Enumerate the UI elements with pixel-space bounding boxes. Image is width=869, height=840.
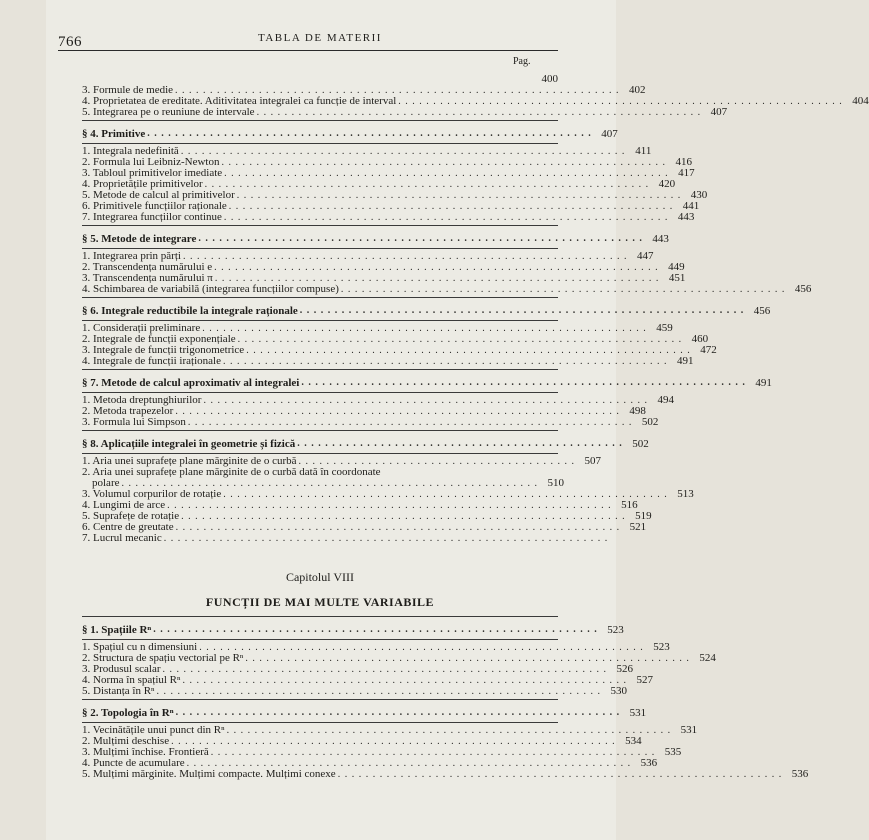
toc-page: 531 (629, 707, 647, 719)
leader-dots: . . . . . . . . . . . . . . . . . . . . . . . . . . . . . . . . . . . . . . . . . . . . . . . . . . . . . . . . . . . . . . . . (245, 653, 690, 664)
toc-page: 491 (676, 355, 694, 367)
page-number: 766 (58, 34, 82, 50)
toc-page: 459 (656, 322, 673, 334)
toc-page: 524 (699, 652, 716, 664)
toc-entry-label: 3. Produsul scalar (82, 663, 161, 675)
toc-section-label: § 4. Primitive (82, 128, 146, 140)
leader-dots: . . . . . . . . . . . . . . . . . . . . . . . . . . . . . . . . . . . . . . . . . . . . . . . . . . . . . . . . . . . . . . . . (299, 305, 745, 316)
chapter-vii-sections (82, 120, 812, 428)
toc-entry-label: 7. Lucrul mecanic (82, 532, 162, 544)
toc-entry[interactable] (82, 106, 728, 118)
toc-entry[interactable] (82, 532, 609, 544)
toc-page: 491 (755, 377, 772, 389)
leader-dots: . . . . . . . . . . . . . . . . . . . . . . . . . . . . . . . . . . . . . . . . . . . . . . . . . . . . . . . . . . . . . . . . (175, 406, 620, 417)
toc-entry-label: 7. Integrarea funcțiilor continue (82, 211, 222, 223)
toc-page: 526 (616, 663, 634, 675)
toc-entry-label: 1. Spațiul cu n dimensiuni (82, 641, 198, 653)
leader-dots: . . . . . . . . . . . . . . . . . . . . . . . . . . . . . . . . . . . . . . . . . . . . . . . . . . . . . . . . . . . . . . . . (175, 522, 621, 533)
toc-page: 407 (601, 128, 618, 140)
toc-entry[interactable] (82, 685, 628, 697)
toc-entry-label: 5. Metode de calcul al primitivelor (82, 189, 235, 201)
section-divider (82, 699, 558, 700)
toc-entry-label: 5. Distanța în Rⁿ (82, 685, 155, 697)
leader-dots: . . . . . . . . . . . . . . . . . . . . . . . . . . . . . . . . . . . . . . . . . . . . . . . . . . . . . . . . . . . . . . . . (246, 345, 691, 356)
section-8-entries (82, 488, 694, 544)
toc-entry[interactable] (82, 416, 659, 428)
leader-dots: . . . . . . . . . . . . . . . . . . . . . . . . . . . . . . . . . . . . . . . . . . . . . . . . . . . . . . . . . . . . . . . . (182, 675, 627, 686)
toc-page: 534 (625, 735, 642, 747)
section-divider (82, 120, 558, 121)
toc-entry[interactable] (82, 211, 695, 223)
toc-page: 536 (791, 768, 809, 780)
toc-page: 400 (541, 73, 558, 85)
leader-dots: . . . . . . . . . . . . . . . . . . . . . . . . . . . . . . . . . . . . . . . . . . . . . . . . . . . . . . . . . . . . . . . . (203, 395, 648, 406)
toc-entry-label: 1. Integrarea prin părți (82, 250, 181, 262)
toc-page: 507 (584, 455, 602, 467)
toc-entry-label: 4. Integrale de funcții iraționale (82, 355, 221, 367)
section-divider (82, 248, 558, 249)
toc-page: 402 (629, 84, 646, 96)
leader-dots: . . . . . . . . . . . . . . . . . . . . . . . . . . . . . . . . . . . . . . . . . . . . . . . (297, 438, 623, 449)
toc-page: 472 (700, 344, 717, 356)
toc-page: 416 (675, 156, 692, 168)
leader-dots: . . . . . . . . . . . . . . . . . . . . . . . . . . . . . . . . . . . . . . . . . . . . . . . . . . . . . . . . . . . . . . . . (153, 624, 598, 635)
leader-dots: . . . . . . . . . . . . . . . . . . . . . . . . . . . . . . . . . . . . . . . . . . . . . . . . . . . . . . . . . . . . . . . . (301, 377, 746, 388)
leader-dots: . . . . . . . . . . . . . . . . . . . . . . . . . . . . . . . . . . . . . . . . . . . . . . . . . . . . . . . . . . . . . . . . (175, 85, 620, 96)
toc-entry-label: 3. Formule de medie (82, 84, 174, 96)
leader-dots: . . . . . . . . . . . . . . . . . . . . . . . . . . . . . . . . . . . . . . . . . . . . . . . . . . . . . . . . . . . . . . . . (181, 511, 626, 522)
toc-entry-label: 2. Integrale de funcții exponențiale (82, 333, 236, 345)
toc-section[interactable] (82, 228, 669, 246)
toc-page: 519 (635, 510, 652, 522)
table-of-contents (82, 73, 869, 780)
toc-section[interactable] (82, 619, 624, 637)
toc-page: 531 (680, 724, 698, 736)
toc-entry-label: 1. Aria unei suprafețe plane mărginite de o curbă (82, 455, 297, 467)
toc-page: 516 (621, 499, 638, 511)
toc-entry-label: 3. Transcendența numărului π (82, 272, 213, 284)
section-divider (82, 392, 558, 393)
leader-dots: . . . . . . . . . . . . . . . . . . . . . . . . . . . . . . . . . . . . . . . . . . . . . . . . . . . . . . . . . . . . . . . . (337, 769, 783, 780)
toc-entry-label: 5. Integrarea pe o reuniune de intervale (82, 106, 255, 118)
toc-entry-label: 1. Metoda dreptunghiurilor (82, 394, 202, 406)
toc-page: 441 (682, 200, 700, 212)
toc-page: 456 (753, 305, 771, 317)
toc-section-label: § 2. Topologia în Rⁿ (82, 707, 174, 719)
toc-entry-label: 1. Considerații preliminare (82, 322, 201, 334)
toc-entry-label: 4. Lungimi de arce (82, 499, 166, 511)
section-divider (82, 297, 558, 298)
toc-page: 449 (668, 261, 685, 273)
toc-page: 404 (852, 95, 869, 107)
toc-section-label: § 1. Spațiile Rⁿ (82, 624, 152, 636)
toc-entry-label: 4. Proprietățile primitivelor (82, 178, 203, 190)
chapter-title: FUNCȚII DE MAI MULTE VARIABILE (205, 595, 435, 609)
toc-section-label: § 5. Metode de integrare (82, 233, 197, 245)
toc-page: 411 (635, 145, 652, 157)
toc-entry[interactable] (82, 355, 694, 367)
toc-entry-label: 4. Proprietatea de ereditate. Aditivitatea integralei ca funcție de interval (82, 95, 397, 107)
toc-entry-label: 3. Volumul corpurilor de rotație (82, 488, 222, 500)
section-divider (82, 369, 558, 370)
toc-page: 407 (710, 106, 728, 118)
section-divider (82, 143, 558, 144)
leader-dots: . . . . . . . . . . . . . . . . . . . . . . . . . . . . . . . . . . . . . . . . . . . . . . . . . . . . . . . . . . . . (121, 478, 538, 489)
toc-page: 536 (640, 757, 658, 769)
toc-page: 502 (641, 416, 659, 428)
toc-entry-label: 6. Primitivele funcțiilor raționale (82, 200, 227, 212)
page-header (58, 30, 558, 51)
section-divider (82, 225, 558, 226)
toc-section-title: § 8. Aplicațiile integralei în geometrie și fizică (82, 438, 296, 450)
toc-page: 456 (794, 283, 812, 295)
toc-page: 523 (653, 641, 670, 653)
leader-dots: . . . . . . . . . . . . . . . . . . . . . . . . . . . . . . . . . . . . . . . . . . . . . . . . . . . . . . . . . . . . . . . . (167, 500, 612, 511)
toc-page: 417 (678, 167, 695, 179)
leader-dots: . . . . . . . . . . . . . . . . . . . . . . . . . . . . . . . . . . . . . . . . . . . . . . . . . . . . . . . . . . . . . . . . (236, 190, 682, 201)
leader-dots: . . . . . . . . . . . . . . . . . . . . . . . . . . . . . . . . . . . . . . . . . . . . . . . . . . . . . . . . . . . . . . . . (237, 334, 683, 345)
leader-dots: . . . . . . . . . . . . . . . . . . . . . . . . . . . . . . . . . . . . . . . . . . . . . . . . . . . . . . . . . . . . . . . . (198, 233, 643, 244)
leader-dots: . . . . . . . . . . . . . . . . . . . . . . . . . . . . . . . . . . . . . . . . . . . . . . . . . . . . . . . . . . . . . . . . (223, 489, 668, 500)
section-divider (82, 722, 558, 723)
leader-dots: . . . . . . . . . . . . . . . . . . . . . . . . . . . . . . . . . . . . . . . . . . . . . . . . . . . . . . . . . . . . . . . . (199, 642, 644, 653)
toc-entry-label: 2. Transcendența numărului e (82, 261, 213, 273)
toc-entry-label: 6. Centre de greutate (82, 521, 174, 533)
toc-section[interactable] (82, 433, 649, 451)
section-divider (82, 639, 558, 640)
toc-page: 494 (657, 394, 674, 406)
leader-dots: . . . . . . . . . . . . . . . . . . . . . . . . . . . . . . . . . . . . . . . . . . . . . . . . . . . . . . . . . . . . . . . . (398, 96, 843, 107)
running-title: TABLA DE MATERII (258, 32, 382, 44)
leader-dots: . . . . . . . . . . . . . . . . . . . . . . . . . . . . . . . . . . . . . . . . . . . . . . . . . . . . . . . . . . . . . . . . (226, 725, 672, 736)
leader-dots: . . . . . . . . . . . . . . . . . . . . . . . . . . . . . . . . . . . . . . . . . . . . . . . . . . . . . . . . . . . . . . . . (214, 273, 660, 284)
toc-entry[interactable] (82, 768, 809, 780)
toc-page: 502 (632, 438, 649, 450)
toc-entry-label: 2. Metoda trapezelor (82, 405, 174, 417)
toc-page: 447 (636, 250, 654, 262)
toc-entry-label: 4. Schimbarea de variabilă (integrarea funcțiilor compuse) (82, 283, 339, 295)
leader-dots: . . . . . . . . . . . . . . . . . . . . . . . . . . . . . . . . . . . . . . . . . . . . . . . . . . . . . . . . . . . . . . . . (175, 707, 621, 718)
toc-page: 510 (547, 477, 564, 489)
leader-dots: . . . . . . . . . . . . . . . . . . . . . . . . . . . . . . . . . . . . . . . . . . . . . . . . . . . . . . . . . . . . . . . . (210, 747, 656, 758)
toc-entry-label: 4. Puncte de acumulare (82, 757, 185, 769)
toc-entry[interactable] (82, 467, 558, 478)
section-divider (82, 453, 558, 454)
chapter-viii-sections (82, 616, 809, 780)
toc-entry-label: 3. Integrale de funcții trigonometrice (82, 344, 245, 356)
toc-entry-label: 5. Suprafețe de rotație (82, 510, 180, 522)
leader-dots: . . . . . . . . . . . . . . . . . . . . . . . . . . . . . . . . . . . . . . . . . . . . . . . . . . . . . . . . . . . . . . . . (340, 284, 786, 295)
leader-dots: . . . . . . . . . . . . . . . . . . . . . . . . . . . . . . . . . . . . . . . . . . . . . . . . . . . . . . . . . . . . . . . . (186, 758, 632, 769)
toc-entry-label: 5. Mulțimi mărginite. Mulțimi compacte. Mulțimi conexe (82, 768, 336, 780)
toc-page: 535 (664, 746, 682, 758)
toc-page: 527 (636, 674, 653, 686)
leader-dots: . . . . . . . . . . . . . . . . . . . . . . . . . . . . . . . . . . . . . . . . (298, 456, 576, 467)
toc-page: 430 (690, 189, 708, 201)
section-divider (82, 430, 558, 431)
toc-page: 498 (629, 405, 646, 417)
toc-entry[interactable] (82, 283, 812, 295)
leader-dots: . . . . . . . . . . . . . . . . . . . . . . . . . . . . . . . . . . . . . . . . . . . . . . . . . . . . . . . . . . . . . . . . (222, 356, 668, 367)
toc-section-label: § 7. Metode de calcul aproximativ al integralei (82, 377, 300, 389)
section-divider (82, 320, 558, 321)
toc-page: 443 (677, 211, 695, 223)
leader-dots: . . . . . . . . . . . . . . . . . . . . . . . . . . . . . . . . . . . . . . . . . . . . . . . . . . . . . . . . . . . . . . . . (163, 533, 609, 544)
leader-dots: . . . . . . . . . . . . . . . . . . . . . . . . . . . . . . . . . . . . . . . . . . . . . . . . . . . . . . . . . . . . . . . . (204, 179, 650, 190)
toc-entry-label: 2. Aria unei suprafețe plane mărginite de o curbă dată în coordonate (82, 466, 381, 478)
leader-dots: . . . . . . . . . . . . . . . . . . . . . . . . . . . . . . . . . . . . . . . . . . . . . . . . . . . . . . . . . . . . . . . . (202, 323, 647, 334)
pag-column-label: Pag. (513, 56, 531, 67)
leader-dots: . . . . . . . . . . . . . . . . . . . . . . . . . . . . . . . . . . . . . . . . . . . . . . . . . . . . . . . . . . . . . . . . (256, 107, 702, 118)
section-divider (82, 616, 558, 617)
toc-entry-label: 3. Tabloul primitivelor imediate (82, 167, 223, 179)
toc-entry-label: 2. Mulțimi deschise (82, 735, 170, 747)
leader-dots: . . . . . . . . . . . . . . . . . . . . . . . . . . . . . . . . . . . . . . . . . . . . . . . . . . . . . . . . . . . . . . . . (156, 686, 602, 697)
leader-dots: . . . . . . . . . . . . . . . . . . . . . . . . . . . . . . . . . . . . . . . . . . . . . . . . . . . . . . . . . . . . . . . . (224, 168, 669, 179)
toc-entry-label: 4. Norma în spațiul Rⁿ (82, 674, 181, 686)
toc-entry-label: 3. Mulțimi închise. Frontieră (82, 746, 209, 758)
chapter-label: Capitolul VIII (285, 570, 355, 584)
toc-section-label: § 6. Integrale reductibile la integrale raționale (82, 305, 298, 317)
toc-section[interactable] (82, 702, 647, 720)
leader-dots: . . . . . . . . . . . . . . . . . . . . . . . . . . . . . . . . . . . . . . . . . . . . . . . . . . . . . . . . . . . . . . . . (162, 664, 608, 675)
toc-page: 513 (677, 488, 694, 500)
toc-entry-label: 2. Structura de spațiu vectorial pe Rⁿ (82, 652, 244, 664)
toc-page: 420 (658, 178, 676, 190)
toc-page: 443 (652, 233, 669, 245)
toc-page: 521 (629, 521, 647, 533)
toc-entry-label: 1. Vecinătățile unui punct din Rⁿ (82, 724, 225, 736)
leader-dots: . . . . . . . . . . . . . . . . . . . . . . . . . . . . . . . . . . . . . . . . . . . . . . . . . . . . . . . . . . . . . . . . (228, 201, 674, 212)
toc-entry-label: polare (92, 477, 120, 489)
leader-dots: . . . . . . . . . . . . . . . . . . . . . . . . . . . . . . . . . . . . . . . . . . . . . . . . . . . . . . . . . . . . . . . . (182, 251, 628, 262)
leader-dots: . . . . . . . . . . . . . . . . . . . . . . . . . . . . . . . . . . . . . . . . . . . . . . . . . . . . . . . . . . . . . . . . (147, 128, 592, 139)
leader-dots: . . . . . . . . . . . . . . . . . . . . . . . . . . . . . . . . . . . . . . . . . . . . . . . . . . . . . . . . . . . . . . . . (223, 212, 669, 223)
leader-dots: . . . . . . . . . . . . . . . . . . . . . . . . . . . . . . . . . . . . . . . . . . . . . . . . . . . . . . . . . . . . . . . . (171, 736, 616, 747)
toc-page: 523 (607, 624, 624, 636)
leader-dots: . . . . . . . . . . . . . . . . . . . . . . . . . . . . . . . . . . . . . . . . . . . . . . . . . . . . . . . . . . . . . . . . (180, 146, 626, 157)
continued-entries (82, 73, 869, 118)
book-page (46, 0, 869, 840)
toc-entry-label: 1. Integrala nedefinită (82, 145, 179, 157)
leader-dots: . . . . . . . . . . . . . . . . . . . . . . . . . . . . . . . . . . . . . . . . . . . . . . . . . . . . . . . . . . . . . . . . (214, 262, 659, 273)
leader-dots: . . . . . . . . . . . . . . . . . . . . . . . . . . . . . . . . . . . . . . . . . . . . . . . . . . . . . . . . . . . . . . . . (221, 157, 666, 168)
leader-dots: . . . . . . . . . . . . . . . . . . . . . . . . . . . . . . . . . . . . . . . . . . . . . . . . . . . . . . . . . . . . . . . . (187, 417, 633, 428)
toc-section[interactable] (82, 300, 771, 318)
toc-page: 451 (668, 272, 686, 284)
toc-entry-label: 3. Formula lui Simpson (82, 416, 186, 428)
toc-section[interactable] (82, 123, 618, 141)
toc-section[interactable] (82, 372, 772, 390)
toc-page: 530 (610, 685, 628, 697)
toc-page: 460 (691, 333, 709, 345)
toc-entry-label: 2. Formula lui Leibniz-Newton (82, 156, 220, 168)
